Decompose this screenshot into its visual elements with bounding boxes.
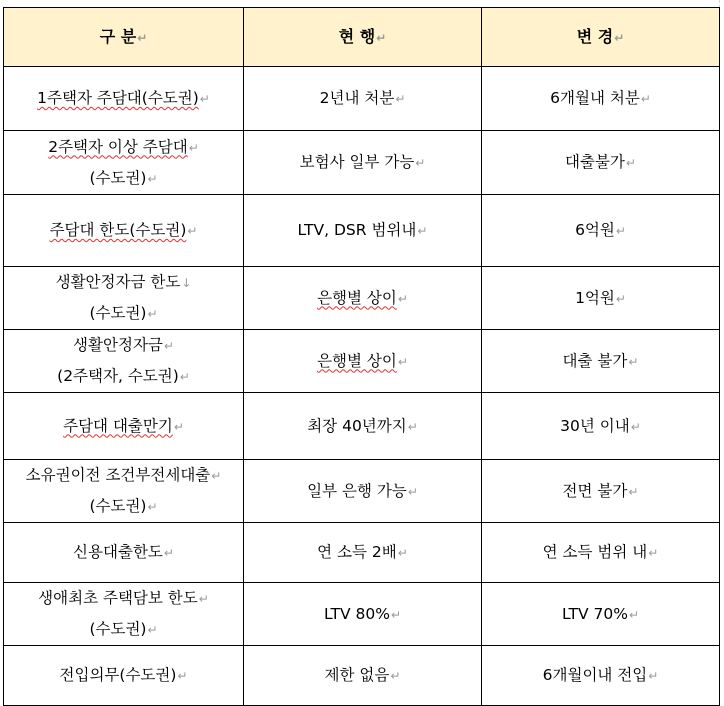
cell-category[interactable]: 소유권이전 조건부전세대출↵ (수도권)↵: [4, 460, 244, 523]
header-current: 현 행↵: [244, 8, 482, 67]
table-header-row: [4, 8, 720, 67]
cell-current[interactable]: 보험사 일부 가능↵: [244, 131, 482, 195]
cell-category[interactable]: 2주택자 이상 주담대↵ (수도권)↵: [4, 131, 244, 195]
cell-current[interactable]: 최장 40년까지↵: [244, 393, 482, 460]
cell-current[interactable]: 은행별 상이↵: [244, 330, 482, 393]
cell-change[interactable]: 연 소득 범위 내↵: [482, 523, 720, 583]
cell-current[interactable]: LTV, DSR 범위내↵: [244, 195, 482, 267]
table-row: [4, 460, 720, 523]
cell-current[interactable]: 은행별 상이↵: [244, 267, 482, 330]
cell-current[interactable]: 2년내 처분↵: [244, 67, 482, 131]
cell-category[interactable]: 전입의무(수도권)↵: [4, 646, 244, 706]
policy-comparison-table: [3, 7, 720, 706]
cell-change[interactable]: 30년 이내↵: [482, 393, 720, 460]
cell-category[interactable]: 생애최초 주택담보 한도↵ (수도권)↵: [4, 583, 244, 646]
cell-current[interactable]: 일부 은행 가능↵: [244, 460, 482, 523]
cell-category[interactable]: 1주택자 주담대(수도권)↵: [4, 67, 244, 131]
table-row: [4, 523, 720, 583]
table-row: [4, 583, 720, 646]
table-row: [4, 195, 720, 267]
cell-category[interactable]: 주담대 한도(수도권)↵: [4, 195, 244, 267]
cell-current[interactable]: 제한 없음↵: [244, 646, 482, 706]
table-row: [4, 67, 720, 131]
header-category: 구 분↵: [4, 8, 244, 67]
table-row: [4, 267, 720, 330]
table-row: [4, 646, 720, 706]
cell-change[interactable]: 6개월이내 전입↵: [482, 646, 720, 706]
cell-category[interactable]: 주담대 대출만기↵: [4, 393, 244, 460]
cell-current[interactable]: LTV 80%↵: [244, 583, 482, 646]
cell-category[interactable]: 신용대출한도↵: [4, 523, 244, 583]
cell-change[interactable]: 전면 불가↵: [482, 460, 720, 523]
cell-change[interactable]: 6개월내 처분↵: [482, 67, 720, 131]
table-row: [4, 131, 720, 195]
table-row: [4, 330, 720, 393]
cell-category[interactable]: 생활안정자금↵ (2주택자, 수도권)↵: [4, 330, 244, 393]
cell-change[interactable]: 6억원↵: [482, 195, 720, 267]
cell-change[interactable]: LTV 70%↵: [482, 583, 720, 646]
cell-change[interactable]: 1억원↵: [482, 267, 720, 330]
header-change: 변 경↵: [482, 8, 720, 67]
cell-change[interactable]: 대출 불가↵: [482, 330, 720, 393]
cell-change[interactable]: 대출불가↵: [482, 131, 720, 195]
table-row: [4, 393, 720, 460]
cell-category[interactable]: 생활안정자금 한도↓ (수도권)↵: [4, 267, 244, 330]
cell-current[interactable]: 연 소득 2배↵: [244, 523, 482, 583]
